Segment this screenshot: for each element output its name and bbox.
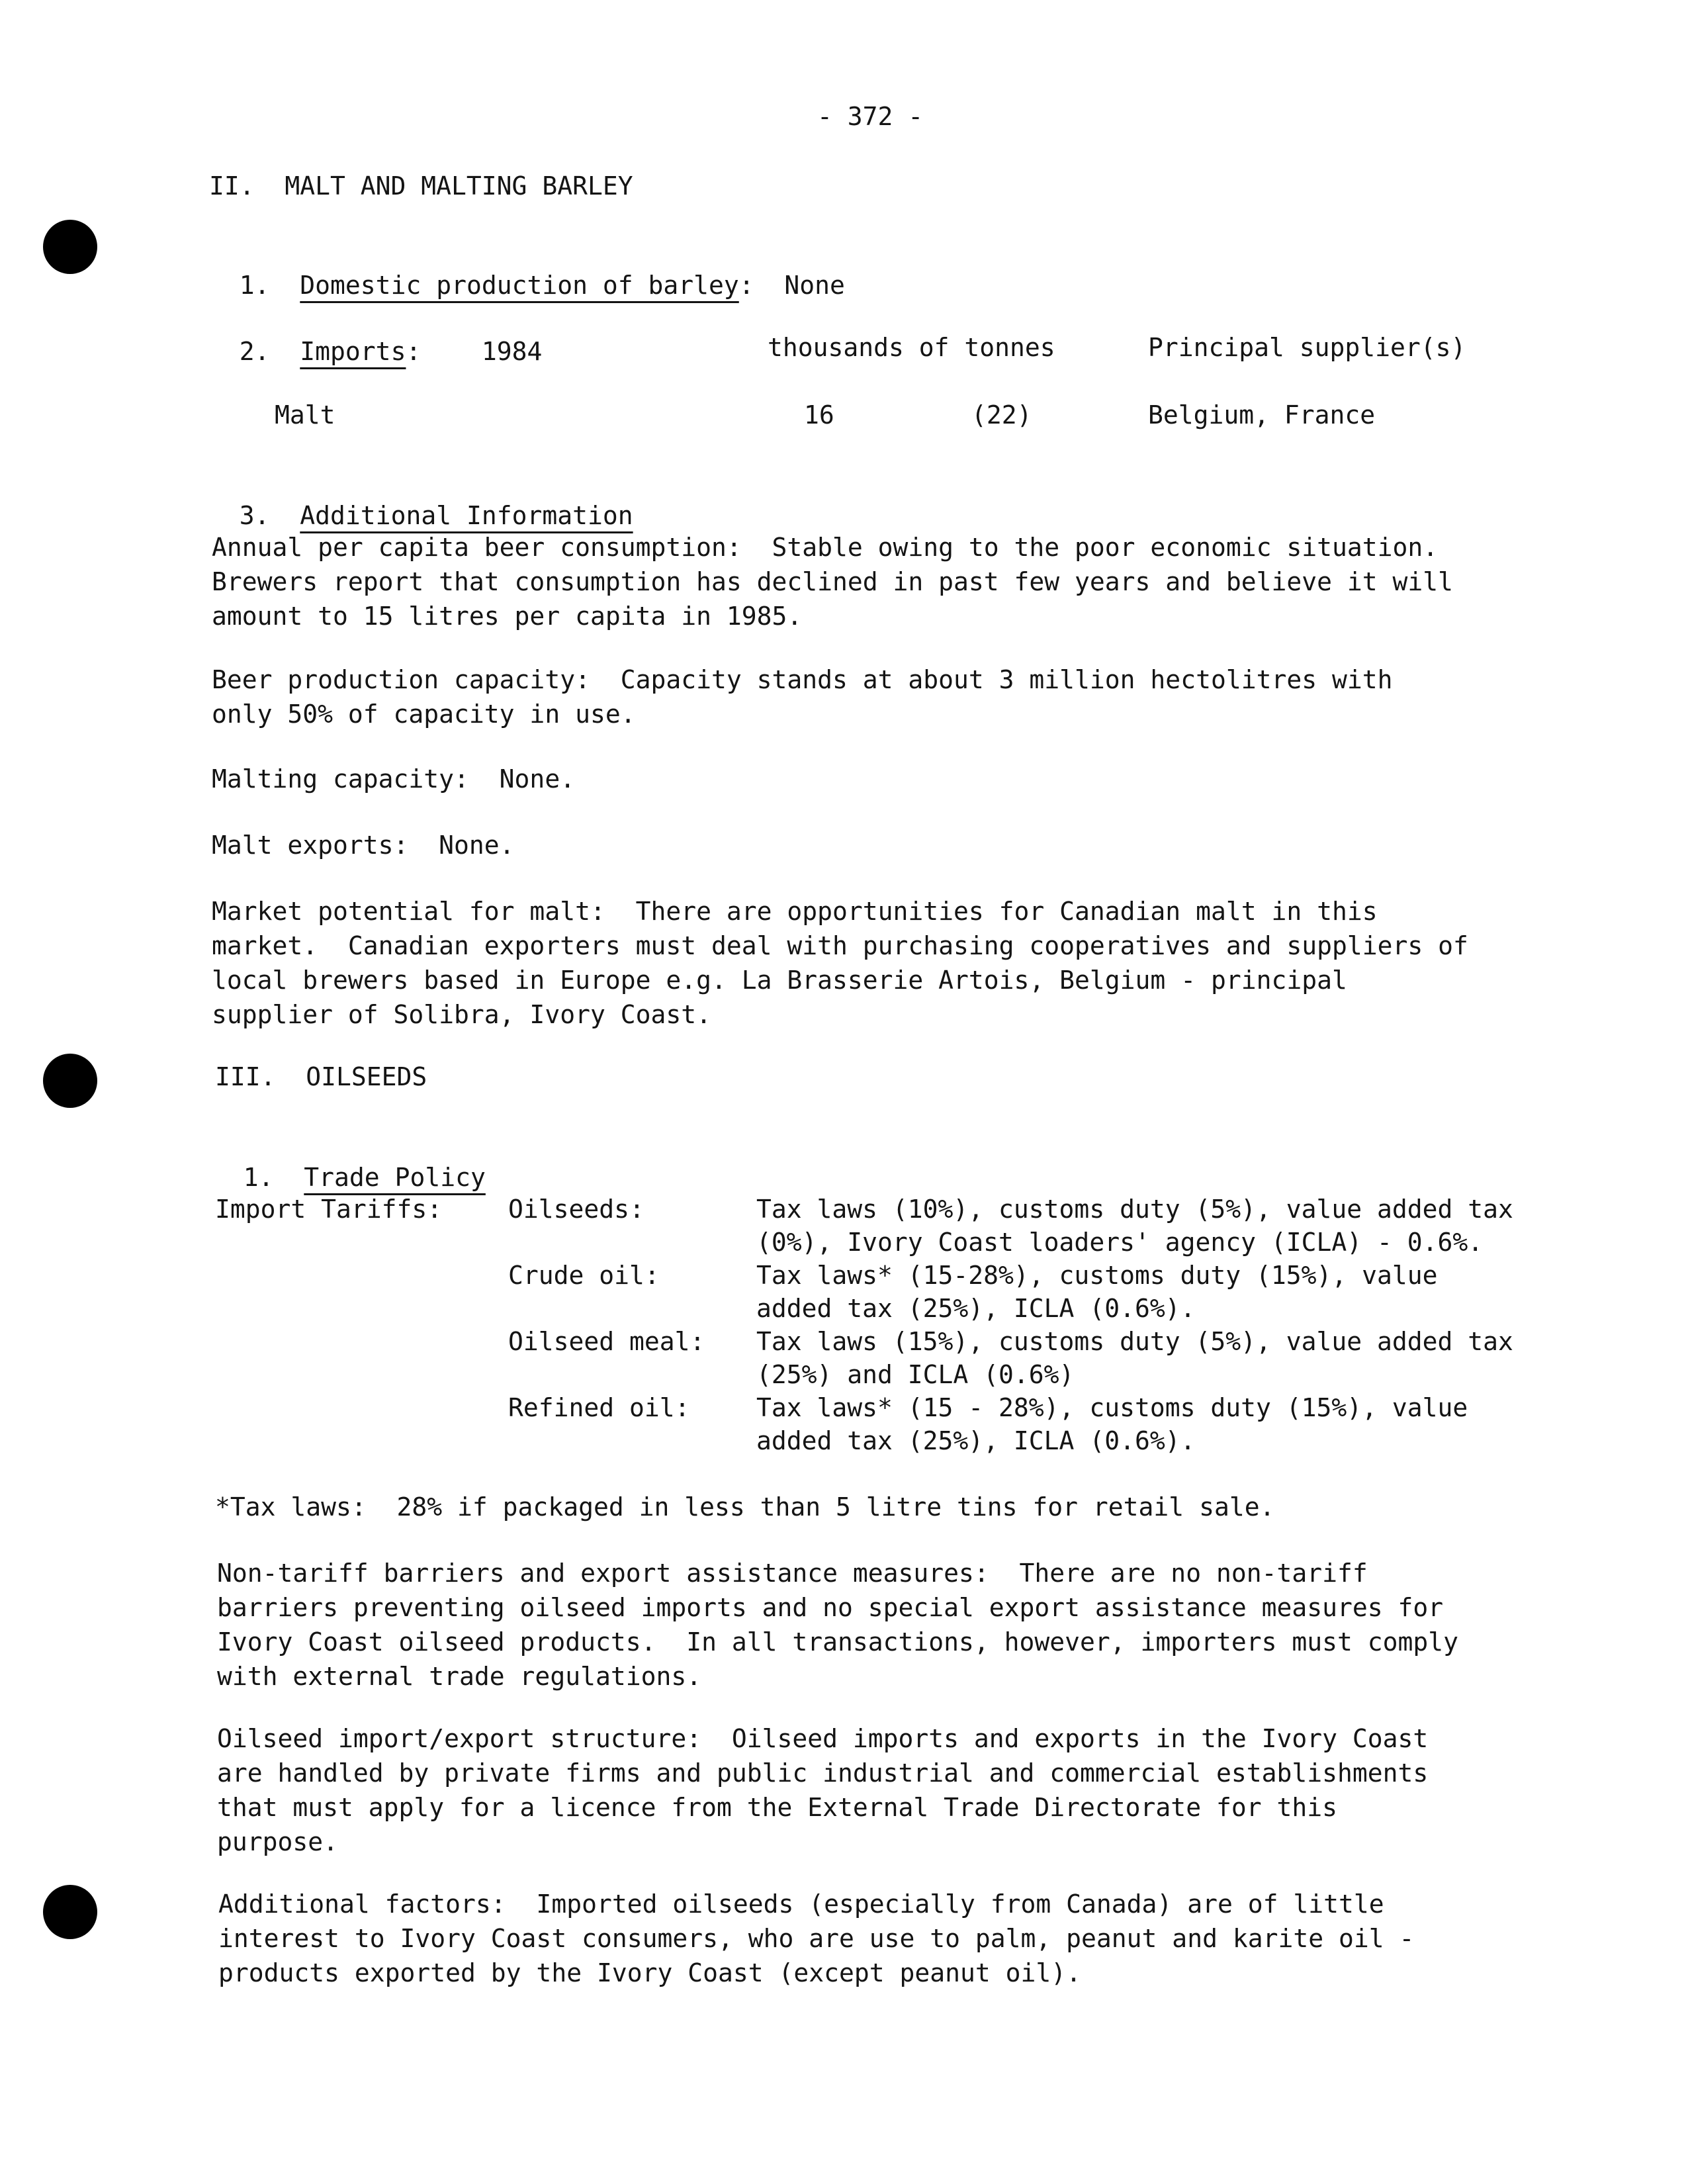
import-row-supplier: Belgium, France	[1148, 400, 1376, 430]
tariff-detail: Tax laws* (15 - 28%), customs duty (15%), value	[756, 1393, 1468, 1422]
text-line: Oilseed import/export structure: Oilseed imports and exports in the Ivory Coast	[217, 1724, 1429, 1753]
tariffs-label: Import Tariffs:	[215, 1195, 443, 1224]
item-label: Domestic production of barley	[300, 271, 739, 300]
tariff-detail: added tax (25%), ICLA (0.6%).	[756, 1426, 1196, 1455]
text-line: Ivory Coast oilseed products. In all transactions, however, importers must comply	[217, 1627, 1458, 1657]
item-label: Trade Policy	[304, 1163, 486, 1192]
section-heading-malt: II. MALT AND MALTING BARLEY	[209, 171, 633, 201]
text-line: amount to 15 litres per capita in 1985.	[212, 602, 803, 631]
label-separator: :	[406, 337, 421, 366]
tariff-detail: (0%), Ivory Coast loaders' agency (ICLA) - 0.6%.	[756, 1228, 1484, 1257]
item-additional-info	[209, 464, 633, 533]
text-line: products exported by the Ivory Coast (except peanut oil).	[218, 1958, 1082, 1987]
item-imports	[209, 300, 542, 369]
item-number: 1.	[243, 1163, 274, 1192]
paragraph-import-export-structure	[217, 1721, 1673, 1859]
binder-hole-1	[43, 220, 97, 274]
col-header-supplier: Principal supplier(s)	[1148, 333, 1466, 362]
text-line: Market potential for malt: There are opportunities for Canadian malt in this	[212, 897, 1378, 926]
item-trade-policy	[213, 1126, 486, 1195]
paragraph-non-tariff-barriers	[217, 1556, 1673, 1694]
tariff-product: Oilseeds:	[508, 1195, 644, 1224]
item-number: 3.	[239, 501, 270, 530]
paragraph-beer-capacity	[212, 662, 1667, 731]
text-line: with external trade regulations.	[217, 1662, 702, 1691]
text-line: Non-tariff barriers and export assistance measures: There are no non-tariff	[217, 1559, 1368, 1588]
imports-year: 1984	[481, 337, 543, 366]
item-domestic-production	[209, 234, 845, 302]
paragraph-beer-consumption	[212, 530, 1667, 633]
import-row-product: Malt	[275, 400, 335, 430]
tariff-detail: Tax laws (15%), customs duty (5%), value added tax	[756, 1327, 1513, 1356]
text-line: purpose.	[217, 1827, 339, 1856]
item-number: 1.	[239, 271, 270, 300]
page-number: - 372 -	[817, 102, 924, 131]
tariff-detail: added tax (25%), ICLA (0.6%).	[756, 1294, 1196, 1323]
text-line: are handled by private firms and public industrial and commercial establishments	[217, 1758, 1429, 1788]
paragraph-malt-exports	[212, 828, 1667, 862]
label-separator: :	[738, 271, 754, 300]
text-line: that must apply for a licence from the External Trade Directorate for this	[217, 1793, 1337, 1822]
import-row-quantity: 16	[804, 400, 834, 430]
text-line: supplier of Solibra, Ivory Coast.	[212, 1000, 711, 1029]
text-line: Brewers report that consumption has declined in past few years and believe it will	[212, 567, 1453, 596]
item-label: Imports	[300, 337, 406, 366]
text-line: Malt exports: None.	[212, 831, 515, 860]
text-line: only 50% of capacity in use.	[212, 700, 636, 729]
col-header-quantity: thousands of tonnes	[768, 333, 1055, 362]
item-label: Additional Information	[300, 501, 633, 530]
text-line: Additional factors: Imported oilseeds (especially from Canada) are of little	[218, 1889, 1384, 1919]
paragraph-additional-factors	[218, 1887, 1674, 1990]
tariff-detail: Tax laws* (15-28%), customs duty (15%), value	[756, 1261, 1438, 1290]
tariff-detail: Tax laws (10%), customs duty (5%), value added tax	[756, 1195, 1513, 1224]
tariff-product: Crude oil:	[508, 1261, 660, 1290]
binder-hole-3	[43, 1885, 97, 1939]
paragraph-malting-capacity	[212, 762, 1667, 796]
import-row-prior: (22)	[971, 400, 1032, 430]
tariff-detail: (25%) and ICLA (0.6%)	[756, 1360, 1075, 1389]
text-line: local brewers based in Europe e.g. La Brasserie Artois, Belgium - principal	[212, 966, 1347, 995]
paragraph-market-potential	[212, 894, 1667, 1032]
text-line: barriers preventing oilseed imports and no special export assistance measures for	[217, 1593, 1444, 1622]
tariff-product: Oilseed meal:	[508, 1327, 705, 1356]
tariff-footnote: *Tax laws: 28% if packaged in less than 5 litre tins for retail sale.	[215, 1492, 1275, 1522]
binder-hole-2	[43, 1054, 97, 1108]
text-line: interest to Ivory Coast consumers, who are use to palm, peanut and karite oil -	[218, 1924, 1415, 1953]
text-line: Annual per capita beer consumption: Stable owing to the poor economic situation.	[212, 533, 1439, 562]
text-line: Beer production capacity: Capacity stands at about 3 million hectolitres with	[212, 665, 1393, 694]
text-line: Malting capacity: None.	[212, 764, 576, 794]
tariff-product: Refined oil:	[508, 1393, 690, 1422]
text-line: market. Canadian exporters must deal with purchasing cooperatives and suppliers of	[212, 931, 1468, 960]
item-value: None	[784, 271, 845, 300]
section-heading-oilseeds: III. OILSEEDS	[215, 1062, 427, 1091]
item-number: 2.	[239, 337, 270, 366]
